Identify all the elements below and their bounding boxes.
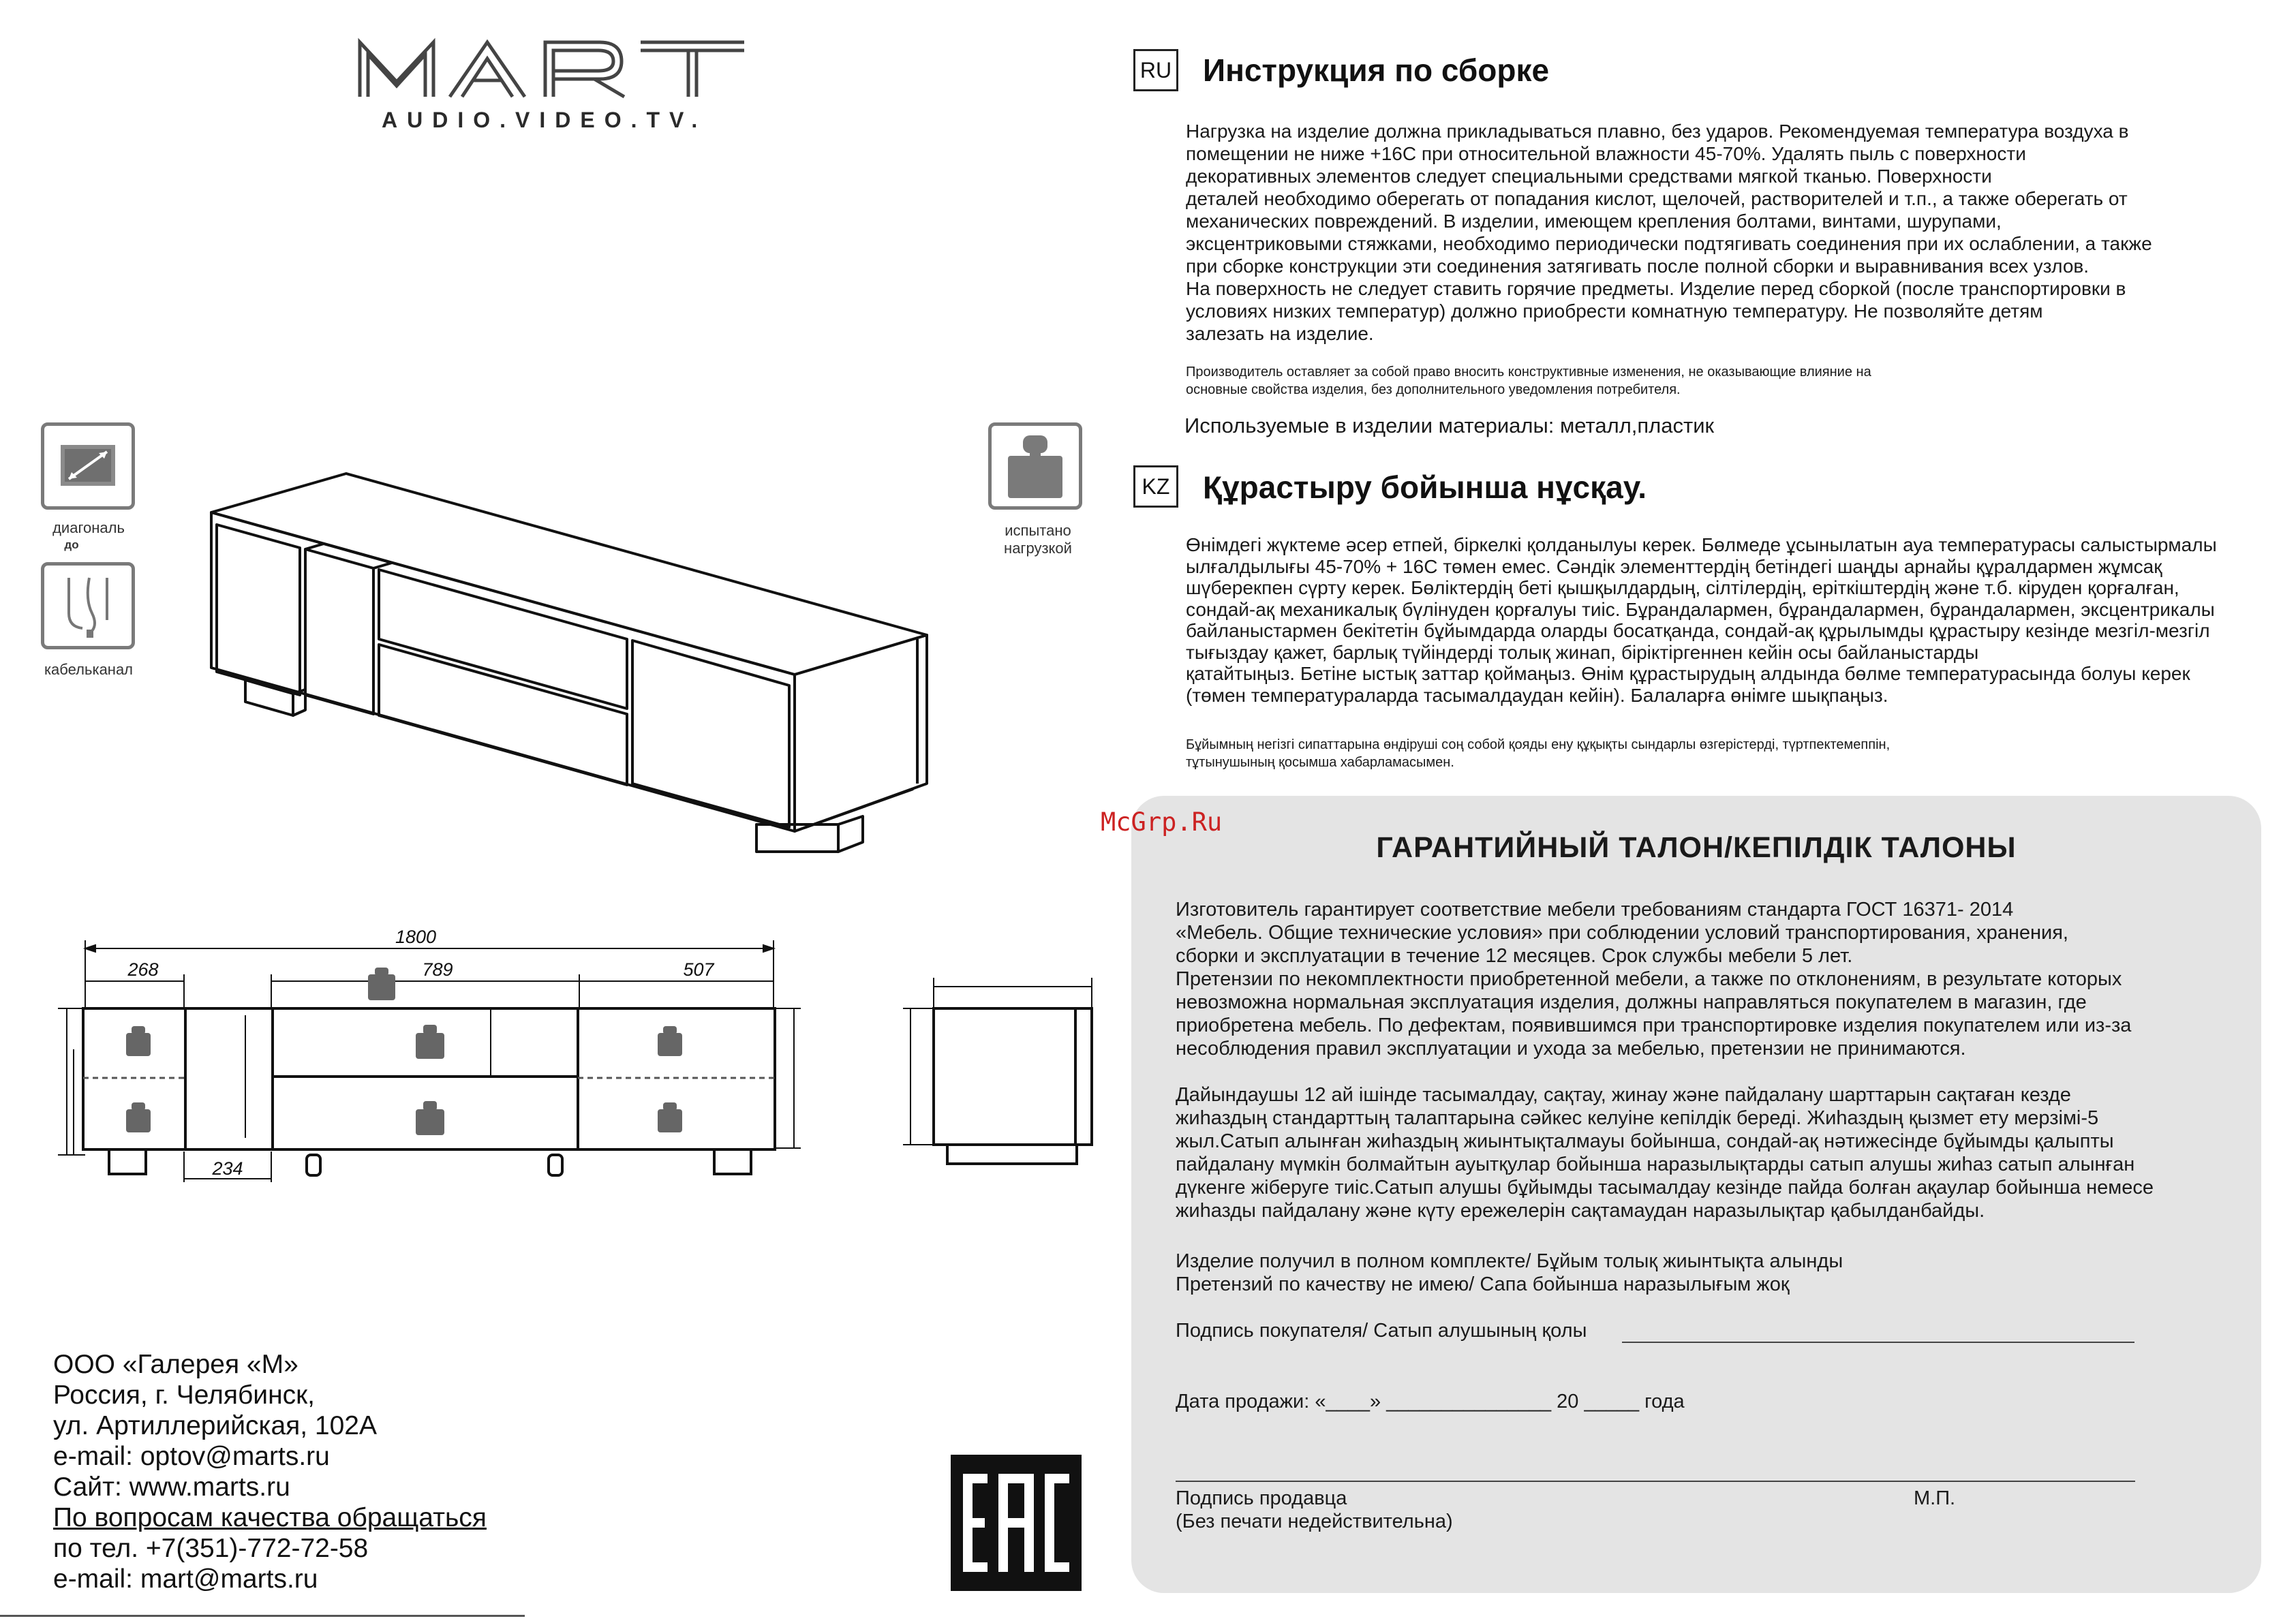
warranty-ru-line: Претензии по некомплектности приобретенной мебели, а также по отклонениям, в результате которых (1176, 968, 2122, 990)
warranty-ru-line: невозможна нормальная эксплуатация изделия, должны направляться покупателем в магазин, где (1176, 991, 2087, 1013)
seller-signature-label: Подпись продавца (1176, 1487, 1347, 1509)
ru-instructions-body (1186, 120, 2152, 345)
eac-certification-mark (951, 1455, 1082, 1591)
ru-manufacturer-note (1186, 363, 1871, 399)
lang-badge-ru: RU (1133, 49, 1178, 91)
warranty-ru-line: приобретена мебель. По дефектам, появившимся при транспортировке изделия покупателем или из-за (1176, 1015, 2132, 1036)
buyer-signature-label: Подпись покупателя/ Сатып алушының қолы (1176, 1320, 1587, 1342)
kz-line: тығыздау қажет, барлық түйіндерді толық жинап, біріктіргеннен кейін осы байланыстарды (1186, 641, 1979, 663)
load-label: испытано (1005, 522, 1071, 539)
ru-line: деталей необходимо оберегать от попадания кислот, щелочей, растворителей и т.п., а также оберегать от (1186, 188, 2128, 209)
warranty-kz-line: Дайындаушы 12 ай ішінде тасымалдау, сақтау, жинау және пайдалану шарттарын сақтаған кезде (1176, 1084, 2071, 1106)
ru-note-line: основные свойства изделия, без дополнительного уведомления потребителя. (1186, 382, 1681, 397)
dim-middle-section: 789 (422, 959, 453, 980)
kz-line: байланыстармен бекітетін бұйымдарда оларды босатқанда, сондай-ақ құрылымды құрастыру кезінде мезгіл-мезгіл (1186, 620, 2210, 641)
kz-line: ылғалдылығы 45-70% + 16С төмен емес. Сәндік элементтердің бетіндегі шаңды арнайы құралдармен жұмсақ (1186, 555, 2162, 577)
ru-line: эксцентриковыми стяжками, необходимо периодически подтягивать соединения при их ослаблении, а также (1186, 233, 2152, 254)
ru-line: декоративных элементов следует специальными средствами мягкой тканью. Поверхности (1186, 166, 1992, 187)
warranty-ru-line: сборки и эксплуатации в течение 12 месяцев. Срок службы мебели 5 лет. (1176, 945, 1853, 967)
tv-diagonal-icon (41, 422, 135, 510)
tv-stand-isometric-drawing (204, 463, 940, 872)
tv-stand-front-dimension-drawing (41, 913, 845, 1186)
warranty-kz-line: пайдалану мүмкін болмайтын ауытқулар бойынша наразылықтарды сатып алушы жиһаз сатып алынған (1176, 1154, 2135, 1175)
dim-right-section: 507 (683, 959, 714, 980)
warranty-card (1131, 796, 2261, 1593)
mart-logo (354, 34, 750, 102)
warranty-kz-line: жиһаздың стандарттың талаптарына сәйкес келуіне кепілдік береді. Жиһаздың қызмет ету мерзімі-5 (1176, 1107, 2099, 1129)
warranty-kz-text (1176, 1083, 2154, 1222)
load-label-2: нагрузкой (1004, 540, 1072, 557)
received-complete-statement: Изделие получил в полном комплекте/ Бұйым толық жиынтықта алынды (1176, 1250, 1843, 1272)
ru-line: помещении не ниже +16С при относительной влажности 45-70%. Удалять пыль с поверхности (1186, 143, 2026, 164)
warranty-kz-line: жыл.Сатып алынған жиһаздың жиынтықталмауы бойынша, сондай-ақ нәтижесінде бұйымды қалыпты (1176, 1130, 2114, 1152)
kz-section-title: Құрастыру бойынша нұсқау. (1203, 469, 1647, 505)
buyer-signature-line[interactable] (1622, 1342, 2134, 1343)
dim-left-section: 268 (127, 959, 159, 980)
seller-signature-note: (Без печати недействительна) (1176, 1511, 1453, 1532)
kz-note-line: тұтынушының қосымша хабарламасымен. (1186, 755, 1454, 770)
kz-note-line: Бұйымның негізгі сипаттарына өндіруші соң собой қояды ену құқықты сындарлы өзгерістерді, түртпектемеппін, (1186, 737, 1891, 752)
kz-line: шүберекпен сүрту керек. Бөліктердің беті қышқылдардың, сілтілердің, еріткіштердің және т.б. кіруден қорғалған, (1186, 577, 2179, 598)
watermark-text: McGrp.Ru (1101, 807, 1223, 837)
ru-line: залезать на изделие. (1186, 323, 1374, 344)
logo-tagline: AUDIO.VIDEO.TV. (382, 108, 707, 132)
kz-line: сондай-ақ механикалық бүлінуден қорғалуы тиіс. Бұрандалармен, бұрандалармен, бұрандалармен, эксцентрикалы (1186, 598, 2215, 620)
company-email-quality[interactable]: e-mail: mart@marts.ru (53, 1564, 318, 1594)
warranty-title: ГАРАНТИЙНЫЙ ТАЛОН/КЕПІЛДІК ТАЛОНЫ (1376, 831, 2017, 864)
warranty-ru-line: несоблюдения правил эксплуатации и ухода за мебелью, претензии не принимаются. (1176, 1038, 1966, 1060)
ru-line: Нагрузка на изделие должна прикладываться плавно, без ударов. Рекомендуемая температура воздуха в (1186, 121, 2129, 142)
company-street: ул. Артиллерийская, 102А (53, 1411, 378, 1440)
kz-instructions-body (1186, 534, 2217, 706)
company-name: ООО «Галерея «М» (53, 1350, 299, 1379)
kz-line: (төмен температураларда тасымалдаудан кейін). Балаларға өнімге шықпаңыз. (1186, 684, 1888, 706)
diagonal-label-sub: до (64, 538, 79, 551)
seller-signature-line[interactable] (1176, 1481, 2135, 1482)
ru-section-title: Инструкция по сборке (1203, 52, 1550, 88)
warranty-ru-line: Изготовитель гарантирует соответствие мебели требованиям стандарта ГОСТ 16371- 2014 (1176, 899, 2014, 921)
warranty-ru-text (1176, 898, 2131, 1060)
quality-contact-heading: По вопросам качества обращаться (53, 1503, 487, 1532)
company-city: Россия, г. Челябинск, (53, 1380, 316, 1410)
company-email-wholesale[interactable]: e-mail: optov@marts.ru (53, 1442, 330, 1471)
ru-line: На поверхность не следует ставить горячие предметы. Изделие перед сборкой (после транспортировки в (1186, 278, 2126, 299)
cable-channel-icon (41, 562, 135, 649)
dim-total-width: 1800 (395, 927, 437, 947)
tv-stand-side-dimension-drawing (893, 968, 1097, 1186)
ru-line: механических повреждений. В изделии, имеющем крепления болтами, винтами, шурупами, (1186, 211, 2002, 232)
load-weight-icon (988, 422, 1082, 510)
ru-line: условиях низких температур) должно приобрести комнатную температуру. Не позволяйте детям (1186, 300, 2043, 322)
ru-materials: Используемые в изделии материалы: металл,пластик (1184, 414, 1715, 437)
lang-badge-kz: KZ (1133, 465, 1178, 508)
dim-leg-offset: 234 (212, 1158, 243, 1179)
no-claims-statement: Претензий по качеству не имею/ Сапа бойынша наразылығым жоқ (1176, 1273, 1790, 1295)
stamp-place-label: М.П. (1914, 1487, 1956, 1509)
company-website[interactable]: Сайт: www.marts.ru (53, 1472, 290, 1502)
page-bottom-rule (0, 1615, 525, 1617)
company-info (53, 1349, 487, 1594)
diagonal-label: диагональ (52, 519, 125, 536)
ru-line: при сборке конструкции эти соединения затягивать после полной сборки и выравнивания всех узлов. (1186, 256, 2090, 277)
kz-manufacturer-note (1186, 736, 1890, 771)
cable-channel-label: кабельканал (44, 661, 134, 678)
kz-line: қатайтыңыз. Бетіне ыстық заттар қоймаңыз. Өнім құрастырудың алдында бөлме температурасында болуы керек (1186, 663, 2190, 684)
company-phone[interactable]: по тел. +7(351)-772-72-58 (53, 1534, 369, 1563)
kz-line: Өнімдегі жүктеме әсер етпей, біркелкі қолданылуы керек. Бөлмеде ұсынылатын ауа температурасы салыстырмалы (1186, 534, 2217, 555)
sale-date-field[interactable]: Дата продажи: «____» _______________ 20 _____ года (1176, 1391, 1685, 1412)
warranty-kz-line: жиһазды пайдалану және күту ережелерін сақтамаудан наразылықтар қабылданбайды. (1176, 1200, 1985, 1222)
warranty-kz-line: дүкенге жіберуге тиіс.Сатып алушы бұйымды тасымалдау кезінде пайда болған ақаулар бойынша немесе (1176, 1177, 2154, 1199)
ru-note-line: Производитель оставляет за собой право вносить конструктивные изменения, не оказывающие влияние на (1186, 365, 1871, 380)
warranty-ru-line: «Мебель. Общие технические условия» при соблюдении условий транспортирования, хранения, (1176, 922, 2068, 944)
